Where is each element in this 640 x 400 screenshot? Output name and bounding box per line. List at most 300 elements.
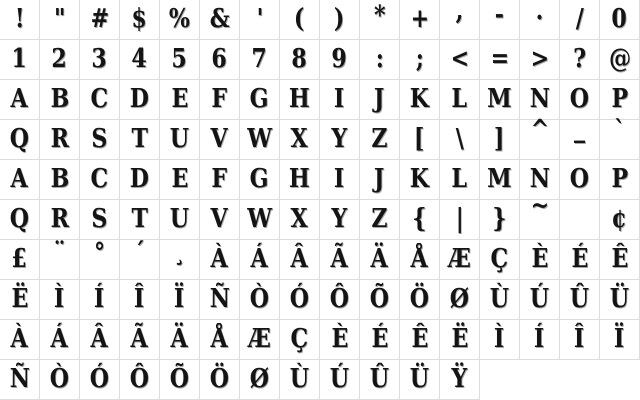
glyph: Ì (54, 284, 65, 314)
glyph-cell (320, 40, 360, 80)
glyph: ´ (133, 238, 146, 268)
glyph-cell (480, 0, 520, 40)
glyph-cell (320, 0, 360, 40)
glyph-cell (240, 280, 280, 320)
glyph-cell (0, 120, 40, 160)
glyph-cell (200, 280, 240, 320)
glyph: Ì (494, 324, 505, 354)
glyph-cell (280, 360, 320, 400)
glyph-cell (320, 320, 360, 360)
glyph-cell (200, 360, 240, 400)
glyph: Ë (451, 324, 468, 354)
glyph: # (90, 4, 109, 34)
glyph: 0 (611, 4, 628, 34)
glyph: P (611, 84, 628, 114)
glyph-cell (600, 0, 640, 40)
glyph-cell (440, 40, 480, 80)
glyph-cell (160, 120, 200, 160)
glyph: Â (290, 244, 309, 274)
glyph: N (529, 84, 550, 114)
glyph: 6 (211, 44, 228, 74)
glyph-cell (240, 160, 280, 200)
glyph: X (290, 204, 309, 234)
glyph-cell (160, 320, 200, 360)
glyph-cell (320, 240, 360, 280)
glyph-cell (200, 80, 240, 120)
glyph-cell (120, 360, 160, 400)
glyph-cell (560, 0, 600, 40)
glyph: E (171, 164, 188, 194)
glyph: Ê (611, 244, 628, 274)
glyph: Æ (448, 244, 471, 274)
glyph: Ï (174, 284, 185, 314)
glyph: ! (14, 4, 25, 34)
glyph-cell (200, 120, 240, 160)
glyph: ` (613, 116, 626, 146)
glyph-cell (80, 40, 120, 80)
glyph: D (129, 84, 150, 114)
glyph-cell (520, 280, 560, 320)
glyph-cell (440, 80, 480, 120)
glyph: Ù (289, 364, 310, 394)
glyph-cell (160, 360, 200, 400)
glyph: Å (210, 324, 229, 354)
glyph: Ö (409, 284, 430, 314)
glyph: S (91, 204, 108, 234)
glyph: Ç (490, 244, 509, 274)
glyph-cell (360, 240, 400, 280)
glyph: [ (414, 124, 425, 154)
glyph-cell (440, 240, 480, 280)
glyph-cell (480, 40, 520, 80)
glyph-cell (120, 120, 160, 160)
glyph-cell (280, 160, 320, 200)
glyph-cell (160, 160, 200, 200)
glyph: + (410, 4, 429, 34)
glyph-cell (480, 240, 520, 280)
glyph-cell (40, 160, 80, 200)
glyph-cell (600, 160, 640, 200)
glyph: 5 (171, 44, 188, 74)
glyph-cell (80, 160, 120, 200)
glyph-cell (40, 240, 80, 280)
glyph: Û (569, 284, 590, 314)
glyph-cell (280, 320, 320, 360)
glyph-cell (280, 280, 320, 320)
glyph: { (412, 204, 427, 234)
glyph: Ü (409, 364, 430, 394)
glyph-cell (360, 320, 400, 360)
glyph-cell (480, 80, 520, 120)
glyph: V (210, 204, 229, 234)
glyph: 2 (51, 44, 68, 74)
glyph-cell (520, 40, 560, 80)
glyph: - (494, 0, 505, 30)
glyph-cell (240, 320, 280, 360)
glyph: ~ (530, 191, 549, 221)
glyph: Ô (129, 364, 150, 394)
glyph-cell (320, 200, 360, 240)
glyph: 8 (291, 44, 308, 74)
glyph-cell (240, 200, 280, 240)
glyph-cell (560, 40, 600, 80)
glyph: Á (250, 244, 269, 274)
glyph-cell (240, 360, 280, 400)
glyph: Ó (89, 364, 110, 394)
glyph: À (210, 244, 229, 274)
glyph: * (373, 1, 386, 31)
glyph-cell (520, 115, 560, 160)
glyph: I (334, 164, 345, 194)
glyph: / (575, 4, 584, 34)
glyph-cell (480, 120, 520, 160)
glyph: Û (369, 364, 390, 394)
glyph: È (331, 324, 348, 354)
glyph-cell (440, 200, 480, 240)
glyph-cell (200, 160, 240, 200)
glyph: Õ (369, 284, 390, 314)
glyph-cell (40, 80, 80, 120)
glyph: Í (94, 284, 105, 314)
glyph-cell (400, 280, 440, 320)
glyph: ¨ (53, 238, 66, 268)
glyph-cell (600, 200, 640, 240)
glyph: : (375, 44, 384, 74)
glyph: V (210, 124, 229, 154)
glyph: Æ (248, 324, 271, 354)
glyph-cell (360, 200, 400, 240)
glyph: ; (415, 44, 424, 74)
glyph-cell (440, 320, 480, 360)
glyph: % (168, 4, 191, 34)
glyph-cell (400, 80, 440, 120)
glyph-cell (520, 240, 560, 280)
glyph-cell (240, 80, 280, 120)
glyph-cell (560, 280, 600, 320)
glyph-cell (400, 360, 440, 400)
glyph-cell (160, 0, 200, 40)
glyph: Ã (330, 244, 349, 274)
glyph: Ä (170, 324, 189, 354)
glyph-cell (600, 280, 640, 320)
glyph: Ø (249, 364, 270, 394)
glyph-cell (200, 200, 240, 240)
glyph-cell (280, 80, 320, 120)
glyph-cell (560, 320, 600, 360)
glyph-cell (120, 320, 160, 360)
glyph: Q (9, 204, 30, 234)
glyph: T (131, 204, 148, 234)
glyph: Õ (169, 364, 190, 394)
glyph-cell (440, 280, 480, 320)
glyph: @ (608, 44, 631, 74)
glyph: = (490, 44, 509, 74)
glyph: Z (371, 204, 388, 234)
glyph: Î (134, 284, 145, 314)
glyph: _ (573, 114, 586, 144)
glyph: L (451, 164, 468, 194)
glyph: P (611, 164, 628, 194)
glyph: H (289, 84, 310, 114)
glyph: K (409, 84, 430, 114)
glyph-cell (80, 120, 120, 160)
glyph: À (10, 324, 29, 354)
glyph: ^ (530, 115, 549, 145)
glyph-cell (120, 240, 160, 280)
glyph: Ñ (9, 364, 30, 394)
glyph-cell (200, 40, 240, 80)
glyph-cell (80, 80, 120, 120)
glyph-cell (320, 360, 360, 400)
glyph-cell (0, 360, 40, 400)
glyph: S (91, 124, 108, 154)
glyph: Ó (289, 284, 310, 314)
glyph-cell (320, 280, 360, 320)
glyph-cell (120, 160, 160, 200)
glyph-cell (120, 0, 160, 40)
glyph: H (289, 164, 310, 194)
glyph-cell (0, 280, 40, 320)
glyph: } (492, 204, 507, 234)
glyph: 1 (11, 44, 28, 74)
glyph: ¸ (173, 237, 186, 267)
glyph-cell (480, 320, 520, 360)
glyph-cell (0, 240, 40, 280)
glyph-cell (40, 360, 80, 400)
glyph: < (450, 44, 469, 74)
glyph: Í (534, 324, 545, 354)
glyph: ? (573, 44, 586, 74)
glyph: Ò (249, 284, 270, 314)
glyph-cell (160, 40, 200, 80)
glyph-cell (0, 200, 40, 240)
glyph: Ñ (209, 284, 230, 314)
glyph-cell (360, 120, 400, 160)
glyph: Å (410, 244, 429, 274)
glyph: D (129, 164, 150, 194)
glyph: W (247, 204, 272, 234)
glyph-cell (600, 320, 640, 360)
glyph-cell (160, 80, 200, 120)
glyph-cell (200, 320, 240, 360)
glyph-cell (520, 191, 560, 240)
glyph: \ (455, 124, 464, 154)
glyph: Q (9, 124, 30, 154)
glyph: Ü (609, 284, 630, 314)
glyph: ] (494, 124, 505, 154)
glyph: B (50, 164, 69, 194)
glyph-cell (480, 160, 520, 200)
glyph-cell (560, 240, 600, 280)
glyph-cell (160, 280, 200, 320)
glyph: B (50, 84, 69, 114)
glyph: Ç (290, 324, 309, 354)
glyph-cell (480, 280, 520, 320)
glyph-cell (120, 40, 160, 80)
glyph: J (374, 164, 385, 194)
glyph-cell (120, 80, 160, 120)
glyph-cell (560, 160, 600, 200)
glyph: ' (256, 4, 263, 34)
glyph-cell (240, 40, 280, 80)
glyph: 9 (331, 44, 348, 74)
glyph-cell (0, 40, 40, 80)
glyph-cell (160, 237, 200, 280)
glyph-cell (0, 160, 40, 200)
glyph-cell (360, 80, 400, 120)
glyph: Ä (370, 244, 389, 274)
glyph: R (50, 204, 69, 234)
glyph: , (455, 0, 464, 26)
glyph-cell (40, 0, 80, 40)
glyph-cell (200, 0, 240, 40)
glyph: Ô (329, 284, 350, 314)
glyph-cell (400, 160, 440, 200)
glyph-cell (280, 0, 320, 40)
glyph-cell (40, 320, 80, 360)
glyph: C (90, 84, 109, 114)
glyph: G (250, 164, 269, 194)
glyph-cell (80, 240, 120, 280)
glyph: . (535, 0, 544, 26)
glyph: J (374, 84, 385, 114)
glyph: É (371, 324, 388, 354)
glyph-cell (440, 360, 480, 400)
glyph: U (169, 124, 190, 154)
glyph-cell (280, 120, 320, 160)
glyph-cell (240, 240, 280, 280)
glyph-cell (560, 200, 600, 240)
glyph-cell (400, 240, 440, 280)
glyph-cell (360, 0, 400, 40)
glyph-cell (400, 40, 440, 80)
glyph-cell (0, 80, 40, 120)
glyph: È (531, 244, 548, 274)
glyph: A (10, 84, 29, 114)
glyph-cell (600, 40, 640, 80)
glyph-cell (0, 0, 40, 40)
glyph-cell (440, 0, 480, 40)
glyph-cell (320, 160, 360, 200)
glyph: Ú (329, 364, 350, 394)
glyph-cell (360, 40, 400, 80)
glyph-cell (320, 120, 360, 160)
glyph-cell (280, 40, 320, 80)
glyph: Y (331, 124, 348, 154)
glyph: W (247, 124, 272, 154)
glyph-cell (280, 200, 320, 240)
glyph-cell (80, 320, 120, 360)
glyph: " (53, 4, 66, 34)
glyph-cell (400, 200, 440, 240)
empty-grid-area (480, 360, 640, 400)
glyph: U (169, 204, 190, 234)
glyph-cell (240, 0, 280, 40)
glyph-cell (440, 120, 480, 160)
glyph-cell (80, 360, 120, 400)
glyph: Y (331, 204, 348, 234)
glyph: Ÿ (451, 364, 468, 394)
glyph-cell (360, 160, 400, 200)
glyph: Ù (489, 284, 510, 314)
glyph: Ø (449, 284, 470, 314)
glyph: Ö (209, 364, 230, 394)
glyph: R (50, 124, 69, 154)
glyph-cell (40, 120, 80, 160)
glyph: Â (90, 324, 109, 354)
glyph: ¢ (611, 204, 628, 234)
glyph-cell (120, 280, 160, 320)
glyph: | (455, 204, 464, 234)
glyph-cell (0, 320, 40, 360)
glyph: 3 (91, 44, 108, 74)
glyph-cell (600, 240, 640, 280)
glyph-cell (80, 0, 120, 40)
glyph: Ã (130, 324, 149, 354)
glyph: £ (11, 244, 28, 274)
glyph: 7 (251, 44, 268, 74)
glyph: ) (334, 4, 345, 34)
glyph: K (409, 164, 430, 194)
glyph: I (334, 84, 345, 114)
glyph: F (211, 84, 228, 114)
glyph-cell (240, 120, 280, 160)
glyph: M (487, 164, 512, 194)
glyph: T (131, 124, 148, 154)
glyph-cell (520, 0, 560, 40)
glyph-cell (320, 80, 360, 120)
glyph-cell (200, 240, 240, 280)
glyph: É (571, 244, 588, 274)
glyph: E (171, 84, 188, 114)
glyph-cell (280, 240, 320, 280)
glyph-cell (360, 280, 400, 320)
glyph: O (569, 164, 590, 194)
glyph: N (529, 164, 550, 194)
glyph: ( (294, 4, 305, 34)
glyph-cell (40, 40, 80, 80)
glyph: & (209, 4, 230, 34)
glyph: X (290, 124, 309, 154)
glyph: Á (50, 324, 69, 354)
glyph: L (451, 84, 468, 114)
glyph-cell (40, 280, 80, 320)
glyph-cell (480, 200, 520, 240)
glyph: Z (371, 124, 388, 154)
glyph: O (569, 84, 590, 114)
glyph-cell (360, 360, 400, 400)
glyph: C (90, 164, 109, 194)
glyph-cell (400, 120, 440, 160)
glyph: G (250, 84, 269, 114)
glyph-cell (520, 320, 560, 360)
glyph: ° (93, 238, 106, 268)
glyph: A (10, 164, 29, 194)
glyph-cell (400, 0, 440, 40)
glyph: Ê (411, 324, 428, 354)
glyph-cell (80, 280, 120, 320)
glyph: Ï (614, 324, 625, 354)
glyph-cell (400, 320, 440, 360)
glyph: Ò (49, 364, 70, 394)
glyph: F (211, 164, 228, 194)
glyph-cell (600, 116, 640, 160)
glyph: Ë (11, 284, 28, 314)
glyph: Ú (529, 284, 550, 314)
glyph: M (487, 84, 512, 114)
glyph: > (530, 44, 549, 74)
glyph-cell (560, 114, 600, 160)
